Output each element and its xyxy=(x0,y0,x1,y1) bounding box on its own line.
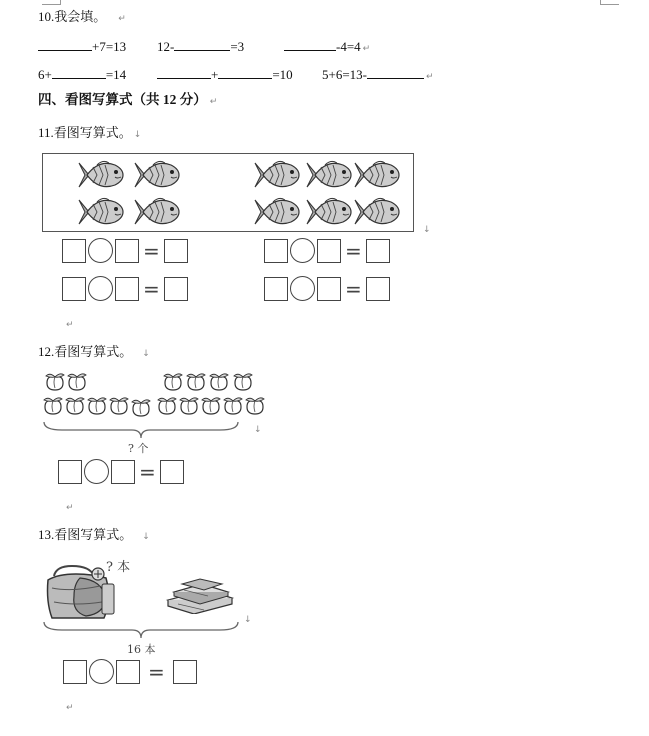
answer-box[interactable] xyxy=(62,239,86,263)
equation-row xyxy=(62,276,188,301)
equals-sign: = xyxy=(143,238,160,263)
peach-icon xyxy=(66,372,88,392)
fish-icon xyxy=(253,157,301,193)
operator-circle[interactable] xyxy=(290,276,315,301)
answer-box[interactable] xyxy=(111,460,135,484)
operator-circle[interactable] xyxy=(84,459,109,484)
return-mark: ↵ xyxy=(66,320,74,330)
equation-row xyxy=(58,459,184,484)
peach-icon xyxy=(130,398,152,418)
q10-row2-a: 6+ =14 xyxy=(38,67,127,82)
answer-blank[interactable] xyxy=(218,66,272,79)
peach-icon xyxy=(86,396,108,416)
fish-picture-frame xyxy=(42,153,414,232)
section-title: 四、看图写算式（共 12 分） ↵ xyxy=(38,92,218,107)
return-mark: ↵ xyxy=(66,503,74,513)
answer-box[interactable] xyxy=(63,660,87,684)
down-mark: ↓ xyxy=(254,425,262,435)
answer-blank[interactable] xyxy=(157,66,211,79)
q10-row1-b: 12- =3 xyxy=(157,39,245,54)
peach-icon xyxy=(185,372,207,392)
fish-icon xyxy=(77,157,125,193)
q10-row1-a: +7=13 xyxy=(38,38,126,55)
question-label: ? 本 xyxy=(106,560,131,575)
answer-box[interactable] xyxy=(58,460,82,484)
peach-icon xyxy=(156,396,178,416)
answer-box[interactable] xyxy=(317,239,341,263)
answer-box[interactable] xyxy=(173,660,197,684)
equals-sign: = xyxy=(143,276,160,301)
peach-icon xyxy=(42,396,64,416)
equals-sign: = xyxy=(345,238,362,263)
equals-sign: = xyxy=(139,459,156,484)
fish-icon xyxy=(305,157,353,193)
equation-row xyxy=(62,238,188,263)
brace xyxy=(42,620,240,642)
answer-box[interactable] xyxy=(264,277,288,301)
answer-blank[interactable] xyxy=(174,38,230,51)
operator-circle[interactable] xyxy=(89,659,114,684)
brace-label: ? 个 xyxy=(128,442,149,455)
q13-title: 13.看图写算式。 ↓ xyxy=(38,527,150,542)
q10-row2-b: + =10 xyxy=(157,66,293,83)
answer-box[interactable] xyxy=(160,460,184,484)
operator-circle[interactable] xyxy=(290,238,315,263)
answer-box[interactable] xyxy=(115,277,139,301)
answer-box[interactable] xyxy=(366,239,390,263)
brace xyxy=(42,420,240,442)
down-mark: ↓ xyxy=(423,225,431,235)
books-illustration xyxy=(164,578,236,614)
equation-row xyxy=(264,238,390,263)
return-mark: ↵ xyxy=(66,703,74,713)
brace-label: 16 本 xyxy=(127,643,156,656)
peach-icon xyxy=(208,372,230,392)
answer-box[interactable] xyxy=(164,239,188,263)
answer-blank[interactable] xyxy=(367,66,424,79)
answer-box[interactable] xyxy=(164,277,188,301)
equation-row xyxy=(63,659,197,684)
equation-row xyxy=(264,276,390,301)
down-mark: ↓ xyxy=(244,615,252,625)
q10-row2-c: 5+6=13- ↵ xyxy=(322,67,434,82)
peach-icon xyxy=(64,396,86,416)
fish-icon xyxy=(133,157,181,193)
answer-box[interactable] xyxy=(317,277,341,301)
peach-icon xyxy=(108,396,130,416)
peach-icon xyxy=(244,396,266,416)
equals-sign: = xyxy=(345,276,362,301)
fish-icon xyxy=(305,194,353,230)
fish-icon xyxy=(253,194,301,230)
peach-icon xyxy=(222,396,244,416)
q11-title: 11.看图写算式。 ↓ xyxy=(38,125,142,140)
page-corner-mark-right xyxy=(600,0,619,5)
q10-title: 10.我会填。 ↵ xyxy=(38,9,126,24)
answer-blank[interactable] xyxy=(38,38,92,51)
page-corner-mark-left xyxy=(42,0,61,5)
answer-blank[interactable] xyxy=(284,38,336,51)
peach-icon xyxy=(200,396,222,416)
peach-icon xyxy=(232,372,254,392)
peach-icon xyxy=(44,372,66,392)
peach-icon xyxy=(162,372,184,392)
fish-icon xyxy=(353,194,401,230)
answer-box[interactable] xyxy=(115,239,139,263)
answer-box[interactable] xyxy=(264,239,288,263)
answer-box[interactable] xyxy=(62,277,86,301)
fish-icon xyxy=(133,194,181,230)
fish-icon xyxy=(77,194,125,230)
equals-sign: = xyxy=(148,659,165,684)
operator-circle[interactable] xyxy=(88,238,113,263)
fish-icon xyxy=(353,157,401,193)
q10-row1-c: -4=4 ↵ xyxy=(284,38,370,57)
peach-icon xyxy=(178,396,200,416)
answer-box[interactable] xyxy=(116,660,140,684)
answer-blank[interactable] xyxy=(52,66,106,79)
q12-title: 12.看图写算式。 ↓ xyxy=(38,344,150,359)
answer-box[interactable] xyxy=(366,277,390,301)
operator-circle[interactable] xyxy=(88,276,113,301)
